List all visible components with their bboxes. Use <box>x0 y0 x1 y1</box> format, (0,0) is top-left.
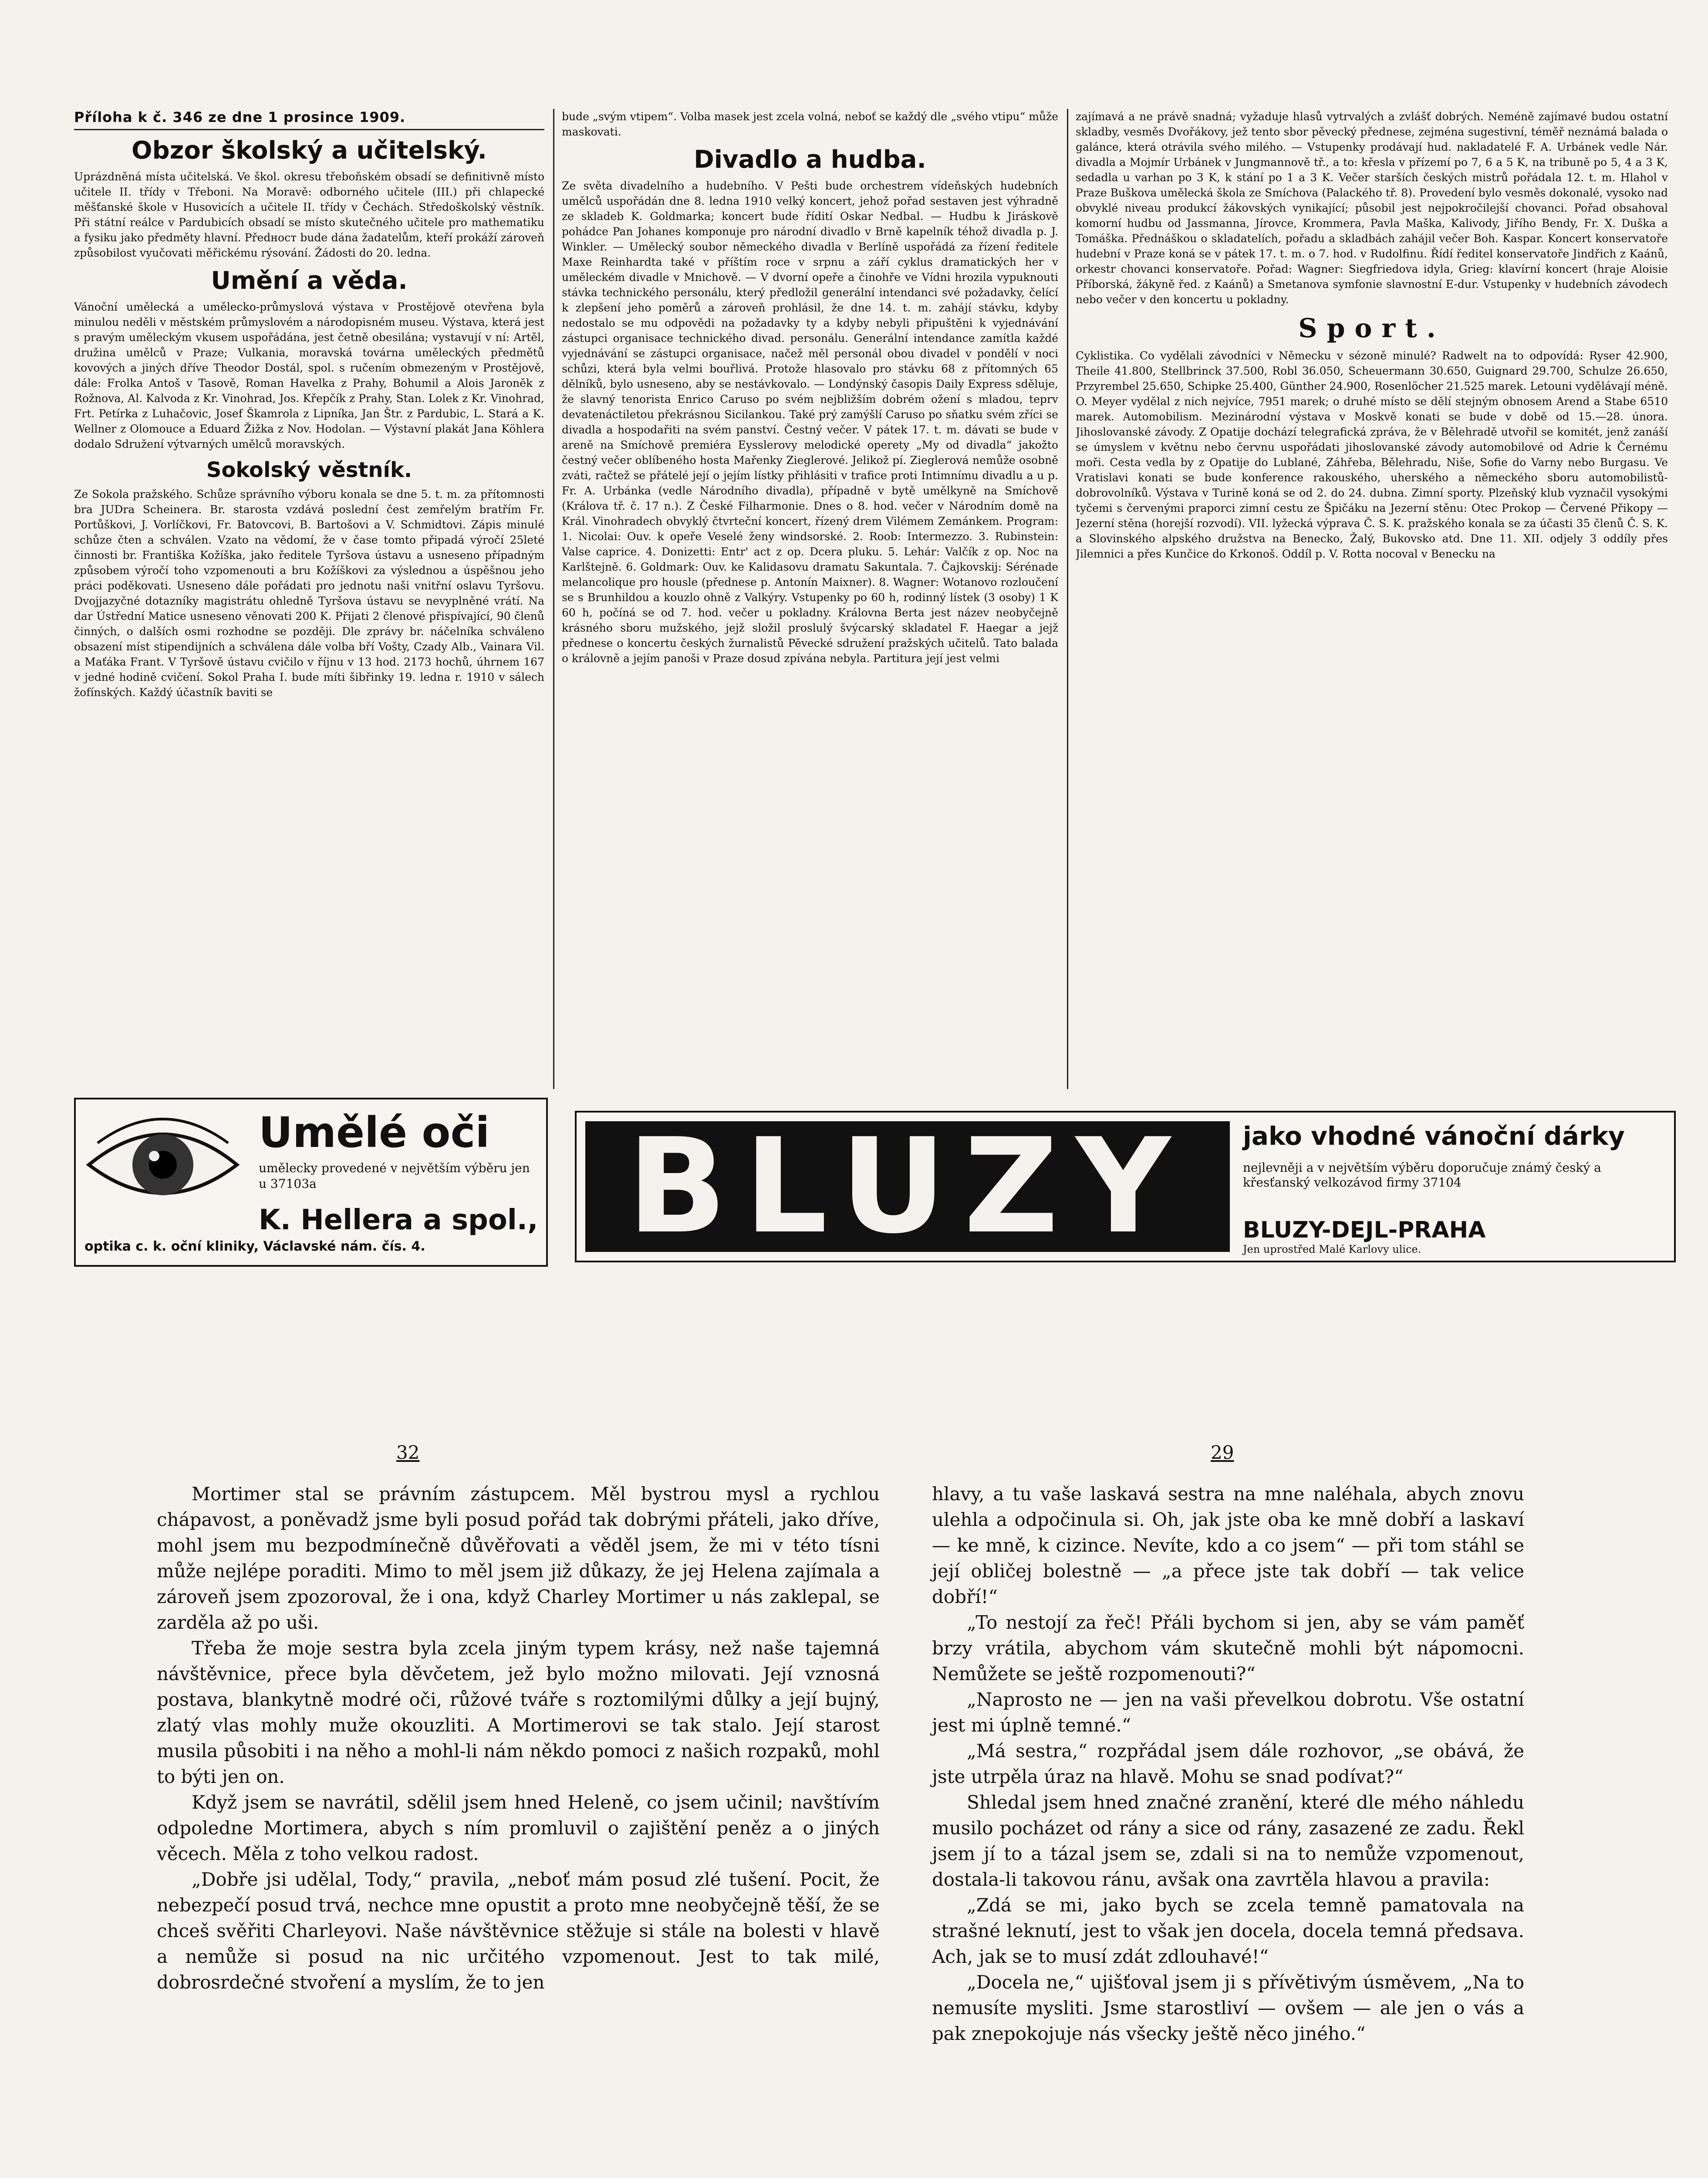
paragraph: Třeba že moje sestra byla zcela jiným typem krásy, než naše tajemná návštěvnice, přece byla děvčetem, jež bylo možno milovati. Její vznosná postava, blankytně modré oči, růžové tváře s roztomilými důlky a její bujný, zlatý vlas mohly muže okouzliti. A Mortimerovi se tak stalo. Její starost musila působiti i na něho a mohl-li nám někdo pomoci z našich rozpaků, mohl to býti jen on. <box>157 1637 880 1787</box>
supplement-header: Příloha k č. 346 ze dne 1 prosince 1909. <box>74 109 544 130</box>
paragraph: Shledal jsem hned značné zranění, které dle mého náhledu musilo pocházet od rány a sice od rány, zasazené ze zadu. Řekl jsem jí to a tázal jsem se, zdali si na to nemůže vzpomenout, dostala-li takovou ránu, avšak ona zavrtěla hlavou a pravila: <box>932 1792 1524 1890</box>
ad-bluzy-text: nejlevněji a v největším výběru doporučuje známý český a křesťanský velkozávod firmy 37104 <box>1243 1160 1601 1190</box>
paragraph: „Zdá se mi, jako bych se zcela temně pamatovala na strašné leknutí, jest to však jen docela, docela temná předsava. Ach, jak se to musí zdát zdlouhavé!“ <box>932 1894 1524 1967</box>
paragraph: „Docela ne,“ ujišťoval jsem ji s přívětivým úsměvem, „Na to nemusíte mysliti. Jsme starostliví — ovšem — ale jen o vás a pak znepokojuje nás všecky ještě něco jiného.“ <box>932 1972 1524 2044</box>
paragraph: „Naprosto ne — jen na vaši převelkou dobrotu. Vše ostatní jest mi úplně temné.“ <box>932 1689 1524 1736</box>
left-page-text <box>157 1481 880 1995</box>
right-page-number: 29 <box>1211 1442 1234 1463</box>
section-text-school: Uprázdněná místa učitelská. Ve škol. okresu třeboňském obsadí se definitivně místo učitele II. třídy v Třeboni. Na Moravě: odborného učitele (III.) při chlapecké měšťanské škole v Husovicích a učitele II. třídy v Čechách. Středoškolský věstník. Při státní reálce v Pardubicích obsadí se místo skutečného učitele pro mathematiku a fysiku jako předměty hlavní. Předност bude dána žadatelům, kteří prokáží zároveň způsobilost vyučovati měřickému rýsování. Žádosti do 20. ledna. <box>74 170 544 259</box>
ad-bluzy-headline: jako vhodné vánoční dárky <box>1243 1121 1625 1151</box>
paragraph: hlavy, a tu vaše laskavá sestra na mne naléhala, abych znovu ulehla a odpočinula si. Oh, jak jste oba ke mně dobří a laskaví — ke mně, k cizince. Nevíte, kdo a co jsem“ — při tom stáhl se její obličej bolestně — „a přece jste tak dobří — tak velice dobří!“ <box>932 1483 1524 1607</box>
eye-illustration-icon <box>84 1113 241 1213</box>
column-2 <box>562 109 1058 1067</box>
ad-eye-address: optika c. k. oční kliniky, Václavské nám. čís. 4. <box>84 1239 425 1254</box>
section-text-sport: Cyklistika. Co vydělali závodníci v Německu v sézoně minulé? Radwelt na to odpovídá: Ryser 42.900, Theile 41.800, Stellbrinck 37.500, Robl 36.050, Scheuermann 30.650, Guignard 29.700, Schulze 26.650, Przyrembel 25.650, Schipke 25.400, Günther 24.900, Rosenlöcher 21.525 marek. Letouni vydělávají méně. O. Meyer vydělal z nich nejvíce, 7951 marek; o druhé místo se dělí stejným obnosem Arend a Stabe 6510 marek. Automobilism. Mezinárodní výstava v Moskvě konati se bude v době od 15.—28. února. Jihoslovanské závody. Z Opatije dochází telegrafická zpráva, že v Bělehradě utvořil se komitét, jenž zanáší se úmyslem v květnu nebo červnu uspořádati jihoslovanské závody automobilové od Adrie k Černému moři. Cesta vedla by z Opatije do Lublané, Záhřeba, Bělehradu, Niše, Sofie do Varny nebo Burgasu. Ve Vratislavi konati se bude konference rakouského, uherského a německého sboru automobilistů-dobrovolníků. Výstava v Turině koná se od 2. do 24. dubna. Zimní sporty. Plzeňský klub vyznačil vysokými tyčemi s červenými praporci zimní cestu ze Špičáku na Jezerní stěnu: Otec Prokop — Červené Přikopy — Jezerní stěna (horejší rozvodí). VII. lyžecká výprava Č. S. K. pražského konala se za účasti 35 členů Č. S. K. a Slovinského alpského družstva na Benecko, Žalý, Bukovsko atd. Dne 11. XII. odjely 3 oddíly přes Jilemnici a přes Kunčice do Krkonoš. Oddíl p. V. Rotta nocoval v Benecku na <box>1076 349 1668 560</box>
section-title-art: Umění a věda. <box>211 267 408 295</box>
section-text-theatre: Ze světa divadelního a hudebního. V Pešti bude orchestrem vídeňských hudebních umělců uspořádán dne 8. ledna 1910 velký koncert, jehož pořad sestaven jest výhradně ze skladeb K. Goldmarka; koncert bude řídití Oskar Nedbal. — Hudbu k Jiráskově pohádce Pan Johanes komponuje pro národní divadlo v Brně kapelník téhož divadla p. J. Winkler. — Umělecký soubor německého divadla v Berlíně uspořádá za řízení ředitele Maxe Reinhardta také v příštím roce v srpnu a září cyklus dramatických her v uměleckém divadle v Mnichově. — V dvorní opeře a činohře ve Vídni hrozila vypuknouti stávka technického personálu, který předložil generální intendanci své požadavky, čelící k zlepšení jeho poměrů a zároveň prohlásil, že dne 14. t. m. zahájí stávku, kdyby nedostalo se mu odpovědi na požadavky ty a kdyby nebyli připuštěni k vyjednávání zástupci organisace technického divad. personálu. Generální intendance zamítla každé vyjednávání se zástupci organisace, načež měl personál obou divadel v pondělí v noci schůzi, která byla velmi bouřlivá. Protože hlasovalo pro stávku 68 z přítomných 65 dělníků, bylo usneseno, aby se nestávkovalo. — Londýnský časopis Daily Express sděluje, že slavný tenorista Enrico Caruso po svém nejbližším dobrém ožení s mladou, teprv devatenáctiletou překrásnou Sicilankou. Také prý zamýšlí Caruso po sňatku svém zříci se divadla a hospodařiti na svém panství. Čestný večer. V pátek 17. t. m. dávati se bude v areně na Smíchově premiéra Eysslerovy melodické operety „My od divadla“ jakožto čestný večer oblíbeného hosta Mařenky Zieglerové. Jelikož pí. Zieglerová nemůže osobně zváti, račtež se přátelé její o jejím lístky přihlásiti v trafice proti Intimnímu divadlu a u p. Fr. A. Urbánka (vedle Národního divadla), případně v bytě umělkyně na Smíchově (Králova tř. č. 17 n.). Z České Filharmonie. Dnes o 8. hod. večer v Národním domě na Král. Vinohradech obvyklý čtvrteční koncert, řízený drem Vilémem Zemánkem. Program: 1. Nicolai: Ouv. k opeře Veselé ženy windsorské. 2. Roob: Intermezzo. 3. Rubinstein: Valse caprice. 4. Donizetti: Entr' act z op. Dcera pluku. 5. Lehár: Valčík z op. Noc na Karlštejně. 6. Goldmark: Ouv. ke Kalidasovu dramatu Sakuntala. 7. Čajkovskij: Sérénade melancolique pro housle (přednese p. Antonín Maixner). 8. Wagner: Wotanovo rozloučení se s Brunhildou a kouzlo ohně z Valkýry. Vstupenky po 60 h, rodinný lístek (3 osoby) 1 K 60 h, počíná se od 7. hod. večer u pokladny. Královna Berta jest název neobyčejně krásného sboru mužského, jejž složil proslulý švýcarský skladatel F. Haegar a jejž přednese o koncertu českých žurnalistů Pěvecké sdružení pražských učitelů. Tato balada o královně a jejím panoši v Praze dosud zpívána nebyla. Partitura její jest velmi <box>562 179 1058 665</box>
paragraph: „Má sestra,“ rozpřádal jsem dále rozhovor, „se obává, že jste utrpěla úraz na hlavě. Mohu se snad podívat?“ <box>932 1740 1524 1787</box>
column-1 <box>74 109 544 1067</box>
ad-eye-firm: K. Hellera a spol., <box>259 1204 538 1236</box>
ad-eye-subtitle: umělecky provedené v největším výběru jen u 37103a <box>259 1161 530 1191</box>
section-text-sokol: Ze Sokola pražského. Schůze správního výboru konala se dne 5. t. m. za přítomnosti bra JUDra Scheinera. Br. starosta vzdává poslední čest zemřelým bratřím Fr. Portůškovi, J. Vorlíčkovi, Fr. Batovcovi, B. Bartošovi a V. Schmidtovi. Zápis minulé schůze čten a schválen. Vzato na vědomí, že v čase tomto připadá výročí 25leté činnosti br. Františka Kožíška, jako ředitele Tyršova ústavu a usneseno případným způsobem výročí toho vzpomenouti a bru Kožíškovi za výslednou a úspěšnou jeho práci poděkovati. Usneseno dále pořádati pro jednotu naši vnitřní oslavu Tyršovu. Dvojjazyčné dotazníky magistrátu ohledně Tyršova ústavu se nevyplněné vrátí. Na dar Ústřední Matice usneseno věnovati 200 K. Přijati 2 členové přispívající, 90 členů činných, o dalších osmi rozhodne se později. Dle zprávy br. náčelníka schváleno obsazení míst stipendijních a schválena dále volba bří Vošty, Czady Alb., Vainara Vil. a Maťáka Frant. V Tyršově ústavu cvičilo v říjnu v 13 hod. 2173 hochů, úhrnem 167 v jedné hodině cvičení. Sokol Praha I. bude míti šibřinky 19. ledna r. 1910 v sálech žofínských. Každý účastník baviti se <box>74 488 544 699</box>
section-title-theatre: Divadlo a hudba. <box>694 145 926 174</box>
ad-bluzy-firm: BLUZY-DEJL-PRAHA <box>1243 1217 1486 1243</box>
ad-blouses <box>575 1111 1676 1262</box>
paragraph: Mortimer stal se právním zástupcem. Měl bystrou mysl a rychlou chápavost, a poněvadž jsme byli posud pořád tak dobrými přáteli, jako dříve, mohl jsem mu bezpodmínečně důvěřovati a věděl jsem, že mi v této tísni může nejlépe poraditi. Mimo to měl jsem již důkazy, že jej Helena zajímala a zároveň jsem zpozoroval, že i ona, když Charley Mortimer u nás zaklepal, se zarděla až po uši. <box>157 1483 880 1633</box>
ad-bluzy-address: Jen uprostřed Malé Karlovy ulice. <box>1243 1243 1421 1255</box>
newspaper-supplement <box>74 109 1668 1272</box>
column-divider <box>553 109 554 1089</box>
column-divider <box>1067 109 1068 1089</box>
column-2-intro: bude „svým vtipem“. Volba masek jest zcela volná, neboť se každý dle „svého vtipu“ může maskovati. <box>562 110 1058 138</box>
ad-eye-title: Umělé oči <box>259 1108 490 1157</box>
paragraph: „To nestojí za řeč! Přáli bychom si jen, aby se vám paměť brzy vrátila, abychom vám skutečně mohli být nápomocni. Nemůžete se ještě rozpomenouti?“ <box>932 1612 1524 1684</box>
section-title-sokol: Sokolský věstník. <box>206 458 412 482</box>
section-title-sport: Sport. <box>1298 313 1445 344</box>
ad-bluzy-logo: BLUZY <box>585 1121 1230 1252</box>
left-page-number: 32 <box>396 1442 420 1463</box>
section-text-art: Vánoční umělecká a umělecko-průmyslová výstava v Prostějově otevřena byla minulou neděli v městském průmyslovém a národopisném museu. Výstava, která jest s pravým uměleckým vkusem uspořádána, jest četně obesilána; vystavují v ní: Artěl, družina umělců v Praze; Vulkania, moravská továrna uměleckých předmětů kovových a jiných dříve Theodor Dostál, spol. s ručením obmezeným v Prostějově, dále: Frolka Antoš v Tasově, Roman Havelka z Prahy, Bohumil a Alois Jaroněk z Rožnova, Al. Kalvoda z Kr. Vinohrad, Jos. Křepčík z Prahy, Stan. Lolek z Kr. Vinohrad, Frt. Petírka z Luhačovic, Josef Škamrola z Lipníka, Jan Štr. z Pardubic, L. Stará a K. Wellner z Olomouce a Eduard Žižka z Nov. Hodolan. — Výstavní plakát Jana Köhlera dodalo Sdružení výtvarných umělců moravských. <box>74 301 544 450</box>
column-3-intro: zajímavá a ne právě snadná; vyžaduje hlasů vytrvalých a zvlášť dobrých. Neméně zajímavé budou ostatní skladby, vesměs Dvořákovy, jež tento sbor pěvecký přednese, zejména sugestivní, téměř neznámá balada o galánce, která otrávila svého milého. — Vstupenky prodávají hud. nakladatelé F. A. Urbánek vedle Nár. divadla a Mojmír Urbánek v Jungmannově tř., a to: křesla v přízemí po 7, 6 a 5 K, na tribuně po 5, 4 a 3 K, sedadla u varhan po 3 K, k stání po 1 a 3 K. Večer starších českých mistrů pořádala 12. t. m. Hlahol v Praze Buškova umělecká škola ze Smíchova (Palackého tř. 8). Provedení bylo vesměs dokonalé, vysoko nad obvyklé niveau produkcí žákovských vynikající; působil jest nejpokročilejší chovanci. Pořad obsahoval komorní hudbu od Jassmanna, Jírovce, Krommera, Pavla Maška, Kalivody, Jiřího Bendy, Fr. X. Duška a Tomáška. Přednáškou o skladatelích, pořadu a skladbách zahájil večer Boh. Kaspar. Koncert konservatoře hudební v Praze koná se v pátek 17. t. m. o 7. hod. v Rudolfinu. Řídí ředitel konservatoře Jindřich z Kaánů, orkestr chovanci konservatoře. Pořad: Wagner: Siegfriedova idyla, Grieg: klavírní koncert (hraje Aloisie Příborská, žákyně řed. z Kaánů) a Smetanova symfonie slavnostní E-dur. Vstupenky v hudebních závodech nebo večer v den koncertu u pokladny. <box>1076 110 1668 306</box>
column-3 <box>1076 109 1668 1067</box>
section-title-school: Obzor školský a učitelský. <box>132 136 487 165</box>
paragraph: „Dobře jsi udělal, Tody,“ pravila, „neboť mám posud zlé tušení. Pocit, že nebezpečí posud trvá, nechce mne opustit a proto mne neobyčejně těší, že se chceš svěřiti Charleyovi. Naše návštěvnice stěžuje si stále na bolesti v hlavě a nemůže si posud na nic určitého vzpomenout. Jest to tak milé, dobrosrdečné stvoření a myslím, že to jen <box>157 1869 880 1993</box>
paragraph: Když jsem se navrátil, sdělil jsem hned Heleně, co jsem učinil; navštívím odpoledne Mortimera, abych s ním promluvil o zajištění peněz a o jiných věcech. Měla z toho velkou radost. <box>157 1792 880 1864</box>
right-page-text <box>932 1481 1524 2046</box>
ad-artificial-eyes <box>74 1098 548 1267</box>
